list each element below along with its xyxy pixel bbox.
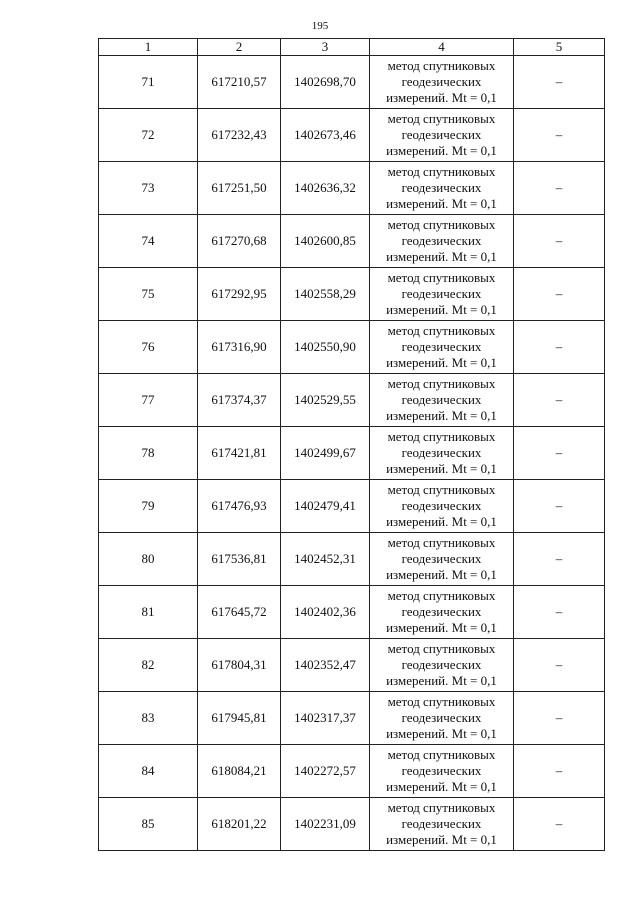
column-5-value: –	[514, 586, 605, 639]
header-col-2: 2	[198, 39, 281, 56]
method-line-3: измерений. Mt = 0,1	[386, 567, 497, 582]
method-line-1: метод спутниковых	[387, 535, 496, 550]
point-number: 78	[99, 427, 198, 480]
method-line-3: измерений. Mt = 0,1	[386, 514, 497, 529]
coordinate-y: 1402231,09	[281, 798, 370, 851]
method-line-2: геодезических	[401, 551, 482, 566]
method-line-3: измерений. Mt = 0,1	[386, 143, 497, 158]
table-row	[99, 162, 605, 215]
table-row	[99, 427, 605, 480]
table-row	[99, 56, 605, 109]
coordinate-y: 1402452,31	[281, 533, 370, 586]
table-row	[99, 798, 605, 851]
method-description	[370, 109, 514, 162]
header-col-3: 3	[281, 39, 370, 56]
method-description	[370, 480, 514, 533]
coordinate-x: 617232,43	[198, 109, 281, 162]
coordinate-x: 617645,72	[198, 586, 281, 639]
table-row	[99, 109, 605, 162]
method-description	[370, 162, 514, 215]
point-number: 72	[99, 109, 198, 162]
column-5-value: –	[514, 321, 605, 374]
method-line-3: измерений. Mt = 0,1	[386, 196, 497, 211]
table-row	[99, 215, 605, 268]
coordinate-y: 1402352,47	[281, 639, 370, 692]
coordinate-y: 1402479,41	[281, 480, 370, 533]
coordinate-x: 617270,68	[198, 215, 281, 268]
method-description	[370, 533, 514, 586]
table-row	[99, 374, 605, 427]
method-line-2: геодезических	[401, 604, 482, 619]
coordinate-y: 1402600,85	[281, 215, 370, 268]
method-line-2: геодезических	[401, 498, 482, 513]
method-line-1: метод спутниковых	[387, 800, 496, 815]
method-line-2: геодезических	[401, 445, 482, 460]
method-line-1: метод спутниковых	[387, 694, 496, 709]
method-description	[370, 692, 514, 745]
header-col-4: 4	[370, 39, 514, 56]
method-line-2: геодезических	[401, 763, 482, 778]
point-number: 82	[99, 639, 198, 692]
method-line-2: геодезических	[401, 233, 482, 248]
method-line-3: измерений. Mt = 0,1	[386, 779, 497, 794]
method-line-1: метод спутниковых	[387, 217, 496, 232]
column-5-value: –	[514, 533, 605, 586]
table-row	[99, 745, 605, 798]
column-5-value: –	[514, 374, 605, 427]
method-line-3: измерений. Mt = 0,1	[386, 673, 497, 688]
method-line-1: метод спутниковых	[387, 323, 496, 338]
coordinates-table	[98, 38, 605, 851]
method-line-2: геодезических	[401, 127, 482, 142]
table-row	[99, 533, 605, 586]
method-line-3: измерений. Mt = 0,1	[386, 832, 497, 847]
coordinate-x: 617210,57	[198, 56, 281, 109]
method-line-1: метод спутниковых	[387, 747, 496, 762]
method-description	[370, 586, 514, 639]
table-row	[99, 480, 605, 533]
method-description	[370, 268, 514, 321]
column-5-value: –	[514, 162, 605, 215]
coordinate-y: 1402636,32	[281, 162, 370, 215]
method-line-2: геодезических	[401, 816, 482, 831]
method-line-2: геодезических	[401, 657, 482, 672]
method-line-3: измерений. Mt = 0,1	[386, 726, 497, 741]
coordinate-x: 617476,93	[198, 480, 281, 533]
point-number: 71	[99, 56, 198, 109]
coordinate-y: 1402272,57	[281, 745, 370, 798]
coordinate-y: 1402673,46	[281, 109, 370, 162]
method-line-1: метод спутниковых	[387, 58, 496, 73]
header-row	[99, 39, 605, 56]
method-description	[370, 639, 514, 692]
column-5-value: –	[514, 639, 605, 692]
table-row	[99, 321, 605, 374]
coordinate-y: 1402317,37	[281, 692, 370, 745]
column-5-value: –	[514, 745, 605, 798]
table-body	[99, 56, 605, 851]
method-line-3: измерений. Mt = 0,1	[386, 620, 497, 635]
method-description	[370, 798, 514, 851]
table-row	[99, 268, 605, 321]
table-row	[99, 586, 605, 639]
method-line-3: измерений. Mt = 0,1	[386, 355, 497, 370]
column-5-value: –	[514, 109, 605, 162]
coordinate-y: 1402698,70	[281, 56, 370, 109]
method-line-1: метод спутниковых	[387, 376, 496, 391]
method-line-1: метод спутниковых	[387, 482, 496, 497]
point-number: 77	[99, 374, 198, 427]
method-line-3: измерений. Mt = 0,1	[386, 249, 497, 264]
point-number: 74	[99, 215, 198, 268]
column-5-value: –	[514, 56, 605, 109]
coordinate-x: 617251,50	[198, 162, 281, 215]
coordinate-y: 1402550,90	[281, 321, 370, 374]
coordinate-x: 618084,21	[198, 745, 281, 798]
header-col-5: 5	[514, 39, 605, 56]
coordinate-x: 617536,81	[198, 533, 281, 586]
method-line-2: геодезических	[401, 339, 482, 354]
method-line-1: метод спутниковых	[387, 270, 496, 285]
column-5-value: –	[514, 798, 605, 851]
method-line-2: геодезических	[401, 710, 482, 725]
coordinate-x: 618201,22	[198, 798, 281, 851]
method-description	[370, 215, 514, 268]
column-5-value: –	[514, 215, 605, 268]
method-line-2: геодезических	[401, 392, 482, 407]
method-line-1: метод спутниковых	[387, 429, 496, 444]
coordinate-y: 1402529,55	[281, 374, 370, 427]
method-line-1: метод спутниковых	[387, 111, 496, 126]
point-number: 81	[99, 586, 198, 639]
method-line-2: геодезических	[401, 180, 482, 195]
method-line-2: геодезических	[401, 74, 482, 89]
coordinate-x: 617421,81	[198, 427, 281, 480]
method-description	[370, 374, 514, 427]
method-line-3: измерений. Mt = 0,1	[386, 461, 497, 476]
coordinate-x: 617292,95	[198, 268, 281, 321]
method-line-2: геодезических	[401, 286, 482, 301]
coordinate-x: 617374,37	[198, 374, 281, 427]
method-line-3: измерений. Mt = 0,1	[386, 90, 497, 105]
column-5-value: –	[514, 692, 605, 745]
point-number: 79	[99, 480, 198, 533]
point-number: 76	[99, 321, 198, 374]
coordinate-x: 617316,90	[198, 321, 281, 374]
method-description	[370, 745, 514, 798]
method-line-1: метод спутниковых	[387, 588, 496, 603]
point-number: 80	[99, 533, 198, 586]
method-line-1: метод спутниковых	[387, 164, 496, 179]
coordinate-x: 617945,81	[198, 692, 281, 745]
table-row	[99, 692, 605, 745]
method-description	[370, 56, 514, 109]
point-number: 83	[99, 692, 198, 745]
column-5-value: –	[514, 480, 605, 533]
point-number: 75	[99, 268, 198, 321]
coordinate-y: 1402558,29	[281, 268, 370, 321]
point-number: 85	[99, 798, 198, 851]
method-description	[370, 321, 514, 374]
point-number: 84	[99, 745, 198, 798]
table-row	[99, 639, 605, 692]
method-line-3: измерений. Mt = 0,1	[386, 408, 497, 423]
method-line-3: измерений. Mt = 0,1	[386, 302, 497, 317]
column-5-value: –	[514, 268, 605, 321]
page-number: 195	[311, 20, 329, 32]
header-col-1: 1	[99, 39, 198, 56]
coordinate-x: 617804,31	[198, 639, 281, 692]
point-number: 73	[99, 162, 198, 215]
coordinate-y: 1402402,36	[281, 586, 370, 639]
method-description	[370, 427, 514, 480]
method-line-1: метод спутниковых	[387, 641, 496, 656]
column-5-value: –	[514, 427, 605, 480]
coordinate-y: 1402499,67	[281, 427, 370, 480]
